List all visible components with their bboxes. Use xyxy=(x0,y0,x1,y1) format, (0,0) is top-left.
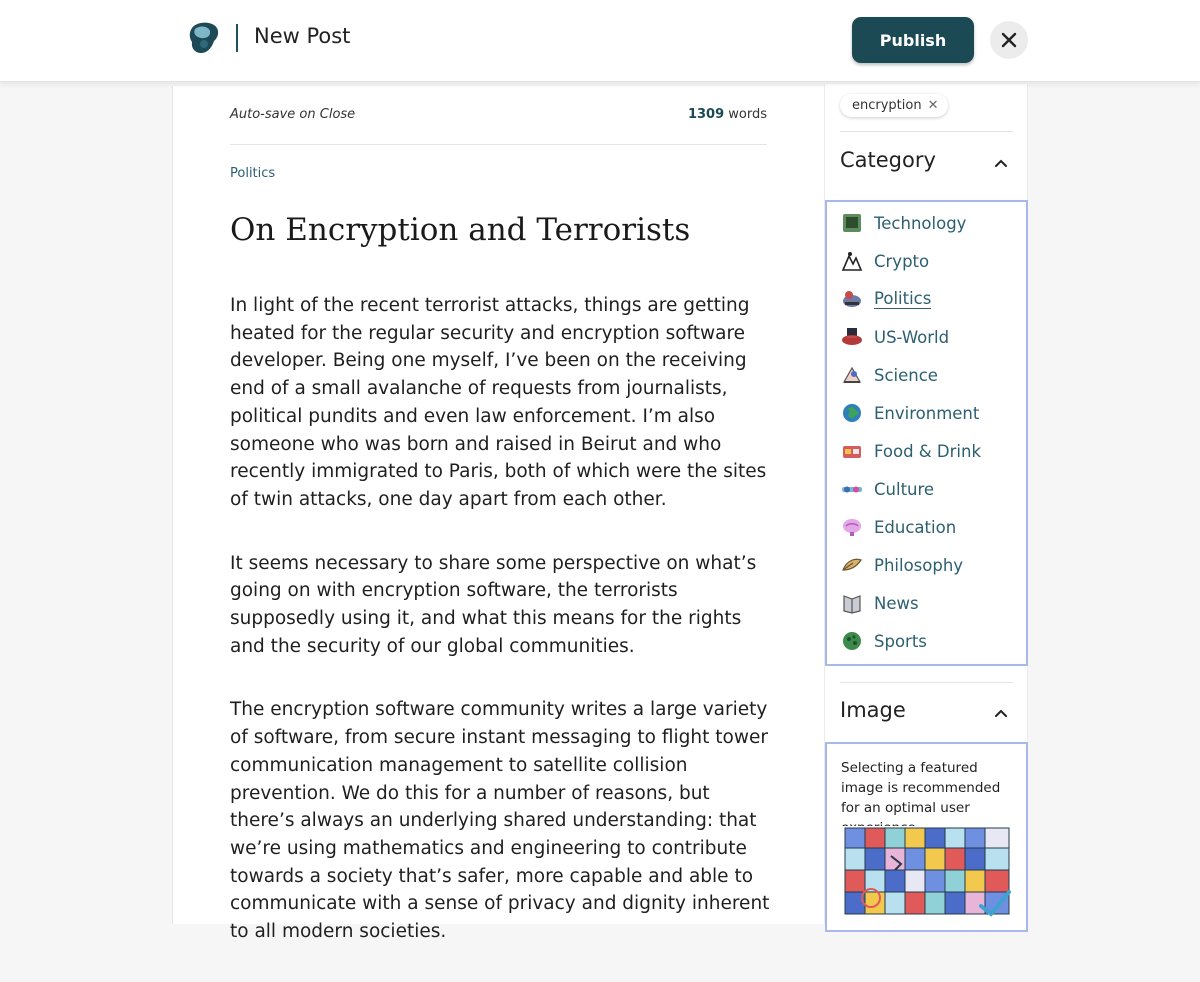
header-divider xyxy=(236,24,238,52)
chevron-up-icon[interactable] xyxy=(993,705,1009,721)
category-item-science[interactable]: Science xyxy=(841,362,938,388)
category-item-politics[interactable]: Politics xyxy=(841,286,931,312)
category-item-news[interactable]: News xyxy=(841,590,919,616)
sports-icon xyxy=(841,630,863,652)
news-icon xyxy=(841,592,863,614)
autosave-status: Auto-save on Close xyxy=(230,107,356,122)
us-world-icon xyxy=(841,326,863,348)
body-paragraph[interactable]: In light of the recent terrorist attacks, things are getting heated for the regular security and encryption software developer. Being one myself, I’ve been on the receiving end of a small avalanche of requests from journalists, political pundits and even law enforcement. I’m also someone who was born and raised in Beirut and who recently immigrated to Paris, both of which were the sites of twin attacks, one day apart from each other. xyxy=(230,295,767,510)
category-item-technology[interactable]: Technology xyxy=(841,210,966,236)
category-item-food-drink[interactable]: Food & Drink xyxy=(841,438,981,464)
education-icon xyxy=(841,516,863,538)
category-section-title[interactable]: Category xyxy=(840,148,936,172)
science-icon xyxy=(841,364,863,386)
food-drink-icon xyxy=(841,440,863,462)
post-title-input[interactable]: On Encryption and Terrorists xyxy=(230,212,691,248)
publish-button[interactable]: Publish xyxy=(852,17,974,63)
category-item-us-world[interactable]: US-World xyxy=(841,324,949,350)
app-logo-icon[interactable] xyxy=(186,20,222,56)
category-item-environment[interactable]: Environment xyxy=(841,400,979,426)
category-item-sports[interactable]: Sports xyxy=(841,628,927,654)
word-count-label: words xyxy=(728,107,767,122)
body-paragraph[interactable]: It seems necessary to share some perspective on what’s going on with encryption software, the terrorists supposedly using it, and what this means for the rights and the security of our global communities. xyxy=(230,552,757,657)
category-item-philosophy[interactable]: Philosophy xyxy=(841,552,963,578)
tag-chip-label: encryption xyxy=(852,98,922,113)
word-count xyxy=(688,107,767,122)
close-button[interactable] xyxy=(990,21,1028,59)
page-title: New Post xyxy=(254,24,351,48)
sidebar-divider xyxy=(840,131,1013,132)
crypto-icon xyxy=(841,250,863,272)
category-item-crypto[interactable]: Crypto xyxy=(841,248,929,274)
chevron-up-icon[interactable] xyxy=(993,155,1009,171)
featured-image-help-text: Selecting a featured image is recommended for an optimal user xyxy=(841,760,1001,816)
politics-icon xyxy=(841,288,863,310)
environment-icon xyxy=(841,402,863,424)
post-body-editor[interactable] xyxy=(230,292,775,982)
category-list xyxy=(825,200,1028,666)
post-category-label[interactable]: Politics xyxy=(230,166,276,181)
tag-chip[interactable] xyxy=(840,94,948,117)
category-item-education[interactable]: Education xyxy=(841,514,956,540)
editor-divider xyxy=(230,144,767,145)
category-item-culture[interactable]: Culture xyxy=(841,476,934,502)
culture-icon xyxy=(841,478,863,500)
image-section-title[interactable]: Image xyxy=(840,698,906,722)
post-editor xyxy=(172,86,824,943)
post-settings-sidebar xyxy=(824,84,1028,924)
philosophy-icon xyxy=(841,554,863,576)
close-icon xyxy=(1001,32,1017,48)
technology-icon xyxy=(841,212,863,234)
word-count-number: 1309 xyxy=(687,107,725,122)
remove-tag-icon[interactable]: ✕ xyxy=(927,98,939,113)
sidebar-divider xyxy=(840,682,1013,683)
body-paragraph[interactable]: The encryption software community writes a large variety of software, from secure instant messaging to flight tower communication management to satellite collision prevention. We do this for a number of reasons, but there’s always an underlying shared understanding: that we’re using mathematics and engineering to contribute towards a society that’s safer, more capable and able to communicate with a sense of privacy and dignity inherent to all modern societies. xyxy=(230,699,770,943)
featured-image-panel xyxy=(825,742,1028,932)
top-bar xyxy=(0,0,1200,82)
featured-image-placeholder[interactable] xyxy=(841,826,1013,918)
